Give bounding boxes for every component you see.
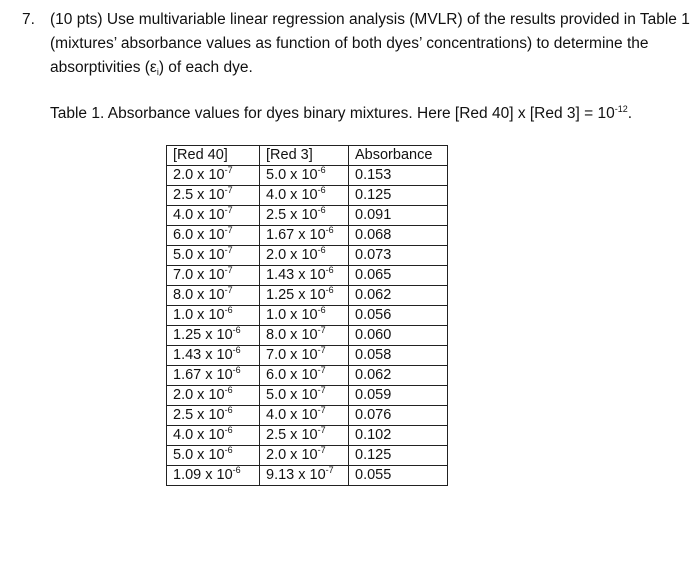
cell-red3: [260, 366, 349, 386]
cell-red40-exponent: -6: [224, 405, 233, 415]
cell-red40-exponent: -6: [224, 445, 233, 455]
cell-absorbance: 0.125: [349, 446, 448, 466]
problem-text-a: Use multivariable linear regression analysis (MVLR) of the results provided in Table 1 (mixtures’ absorbance values as function of both dyes’ concentrations) to determine the absorptivities (ε: [50, 11, 690, 76]
cell-red3-exponent: -7: [325, 465, 334, 475]
problem-statement: [22, 8, 692, 80]
cell-red3-mantissa: 5.0 x 10: [266, 167, 318, 183]
cell-red40: [167, 226, 260, 246]
caption-exponent: -12: [614, 104, 628, 114]
cell-red40-mantissa: 5.0 x 10: [173, 247, 225, 263]
table-row: [167, 286, 448, 306]
cell-red40-mantissa: 4.0 x 10: [173, 207, 225, 223]
cell-red40: [167, 326, 260, 346]
table-row: [167, 446, 448, 466]
cell-red3: [260, 186, 349, 206]
cell-red40-exponent: -6: [232, 345, 241, 355]
cell-red40-exponent: -6: [224, 385, 233, 395]
cell-red40: [167, 246, 260, 266]
cell-red3-exponent: -6: [317, 185, 326, 195]
cell-red3-mantissa: 4.0 x 10: [266, 407, 318, 423]
cell-red40-mantissa: 5.0 x 10: [173, 447, 225, 463]
cell-red3: [260, 206, 349, 226]
table-row: [167, 186, 448, 206]
caption-text: Table 1. Absorbance values for dyes binary mixtures. Here [Red 40] x [Red 3] = 10: [50, 105, 615, 122]
cell-red40-exponent: -7: [224, 165, 233, 175]
cell-absorbance: 0.058: [349, 346, 448, 366]
cell-red40-exponent: -7: [224, 265, 233, 275]
cell-red3: [260, 346, 349, 366]
table-row: [167, 426, 448, 446]
cell-red3-mantissa: 6.0 x 10: [266, 367, 318, 383]
cell-red40: [167, 266, 260, 286]
cell-red3-exponent: -6: [317, 245, 326, 255]
cell-absorbance: 0.065: [349, 266, 448, 286]
cell-red3-exponent: -7: [317, 405, 326, 415]
cell-red3-mantissa: 4.0 x 10: [266, 187, 318, 203]
cell-red3-mantissa: 1.25 x 10: [266, 287, 326, 303]
cell-red3: [260, 466, 349, 486]
cell-red3-mantissa: 7.0 x 10: [266, 347, 318, 363]
cell-red40-mantissa: 2.5 x 10: [173, 187, 225, 203]
table-row: [167, 306, 448, 326]
cell-absorbance: 0.091: [349, 206, 448, 226]
cell-red3-exponent: -7: [317, 385, 326, 395]
cell-red3-exponent: -6: [317, 305, 326, 315]
table-row: [167, 466, 448, 486]
cell-red3: [260, 226, 349, 246]
table-row: [167, 406, 448, 426]
cell-red3: [260, 286, 349, 306]
cell-red3: [260, 386, 349, 406]
cell-red40-mantissa: 1.67 x 10: [173, 367, 233, 383]
table-body: [167, 166, 448, 486]
cell-absorbance: 0.060: [349, 326, 448, 346]
cell-red3: [260, 166, 349, 186]
problem-text: [50, 8, 692, 80]
cell-red3-mantissa: 1.43 x 10: [266, 267, 326, 283]
table-row: [167, 266, 448, 286]
table-row: [167, 346, 448, 366]
cell-absorbance: 0.068: [349, 226, 448, 246]
cell-red40: [167, 346, 260, 366]
cell-red3-mantissa: 2.0 x 10: [266, 447, 318, 463]
caption-end: .: [627, 105, 633, 122]
cell-red3-mantissa: 9.13 x 10: [266, 467, 326, 483]
cell-absorbance: 0.076: [349, 406, 448, 426]
table-row: [167, 206, 448, 226]
cell-red40-exponent: -7: [224, 225, 233, 235]
cell-red3-mantissa: 8.0 x 10: [266, 327, 318, 343]
cell-red40-exponent: -6: [224, 305, 233, 315]
cell-red3-mantissa: 1.0 x 10: [266, 307, 318, 323]
cell-red3-exponent: -6: [325, 265, 334, 275]
cell-red40-exponent: -7: [224, 285, 233, 295]
cell-red40: [167, 446, 260, 466]
epsilon-subscript: i: [156, 67, 159, 77]
cell-red3-mantissa: 1.67 x 10: [266, 227, 326, 243]
cell-red40-mantissa: 8.0 x 10: [173, 287, 225, 303]
cell-red40: [167, 166, 260, 186]
cell-red40-mantissa: 1.25 x 10: [173, 327, 233, 343]
cell-red40-exponent: -6: [232, 365, 241, 375]
cell-red3: [260, 246, 349, 266]
cell-absorbance: 0.153: [349, 166, 448, 186]
cell-red3-exponent: -6: [317, 165, 326, 175]
cell-red3-exponent: -7: [317, 345, 326, 355]
cell-red3-exponent: -7: [317, 445, 326, 455]
cell-absorbance: 0.055: [349, 466, 448, 486]
cell-red40: [167, 426, 260, 446]
cell-absorbance: 0.062: [349, 366, 448, 386]
cell-absorbance: 0.059: [349, 386, 448, 406]
cell-red3: [260, 446, 349, 466]
cell-red40: [167, 366, 260, 386]
cell-absorbance: 0.102: [349, 426, 448, 446]
cell-red40: [167, 406, 260, 426]
table-header-row: [167, 146, 448, 166]
cell-red3-mantissa: 2.5 x 10: [266, 427, 318, 443]
cell-red3-mantissa: 2.5 x 10: [266, 207, 318, 223]
table-row: [167, 246, 448, 266]
cell-red3: [260, 306, 349, 326]
cell-red40: [167, 466, 260, 486]
cell-red40-mantissa: 2.5 x 10: [173, 407, 225, 423]
cell-red40: [167, 306, 260, 326]
cell-red40-exponent: -7: [224, 205, 233, 215]
cell-absorbance: 0.056: [349, 306, 448, 326]
cell-red40: [167, 186, 260, 206]
table-caption: [50, 103, 632, 125]
cell-red40-exponent: -6: [232, 465, 241, 475]
cell-red40-mantissa: 1.0 x 10: [173, 307, 225, 323]
cell-red3: [260, 406, 349, 426]
cell-red3-mantissa: 2.0 x 10: [266, 247, 318, 263]
cell-red40: [167, 386, 260, 406]
cell-red40-mantissa: 4.0 x 10: [173, 427, 225, 443]
cell-red40-mantissa: 6.0 x 10: [173, 227, 225, 243]
problem-points: (10 pts): [50, 11, 103, 28]
cell-red3-exponent: -6: [317, 205, 326, 215]
cell-red3-exponent: -7: [317, 365, 326, 375]
table-row: [167, 386, 448, 406]
cell-red3-exponent: -7: [317, 425, 326, 435]
cell-red40-exponent: -7: [224, 245, 233, 255]
cell-red40-mantissa: 2.0 x 10: [173, 167, 225, 183]
cell-red3: [260, 326, 349, 346]
cell-red3: [260, 426, 349, 446]
table-row: [167, 366, 448, 386]
cell-red40-mantissa: 1.09 x 10: [173, 467, 233, 483]
cell-red40-mantissa: 7.0 x 10: [173, 267, 225, 283]
table-row: [167, 226, 448, 246]
cell-absorbance: 0.062: [349, 286, 448, 306]
cell-red40: [167, 286, 260, 306]
cell-red40: [167, 206, 260, 226]
table-row: [167, 166, 448, 186]
absorbance-table: [166, 145, 448, 486]
header-absorbance: Absorbance: [349, 146, 448, 166]
problem-text-b: ) of each dye.: [158, 59, 253, 76]
cell-red40-exponent: -6: [232, 325, 241, 335]
cell-red3-exponent: -7: [317, 325, 326, 335]
cell-red40-exponent: -6: [224, 425, 233, 435]
problem-number: 7.: [22, 11, 35, 28]
cell-red40-mantissa: 1.43 x 10: [173, 347, 233, 363]
cell-red40-mantissa: 2.0 x 10: [173, 387, 225, 403]
table-row: [167, 326, 448, 346]
cell-red40-exponent: -7: [224, 185, 233, 195]
cell-absorbance: 0.073: [349, 246, 448, 266]
header-red3: [Red 3]: [260, 146, 349, 166]
cell-red3-exponent: -6: [325, 225, 334, 235]
cell-red3: [260, 266, 349, 286]
cell-absorbance: 0.125: [349, 186, 448, 206]
cell-red3-mantissa: 5.0 x 10: [266, 387, 318, 403]
cell-red3-exponent: -6: [325, 285, 334, 295]
header-red40: [Red 40]: [167, 146, 260, 166]
